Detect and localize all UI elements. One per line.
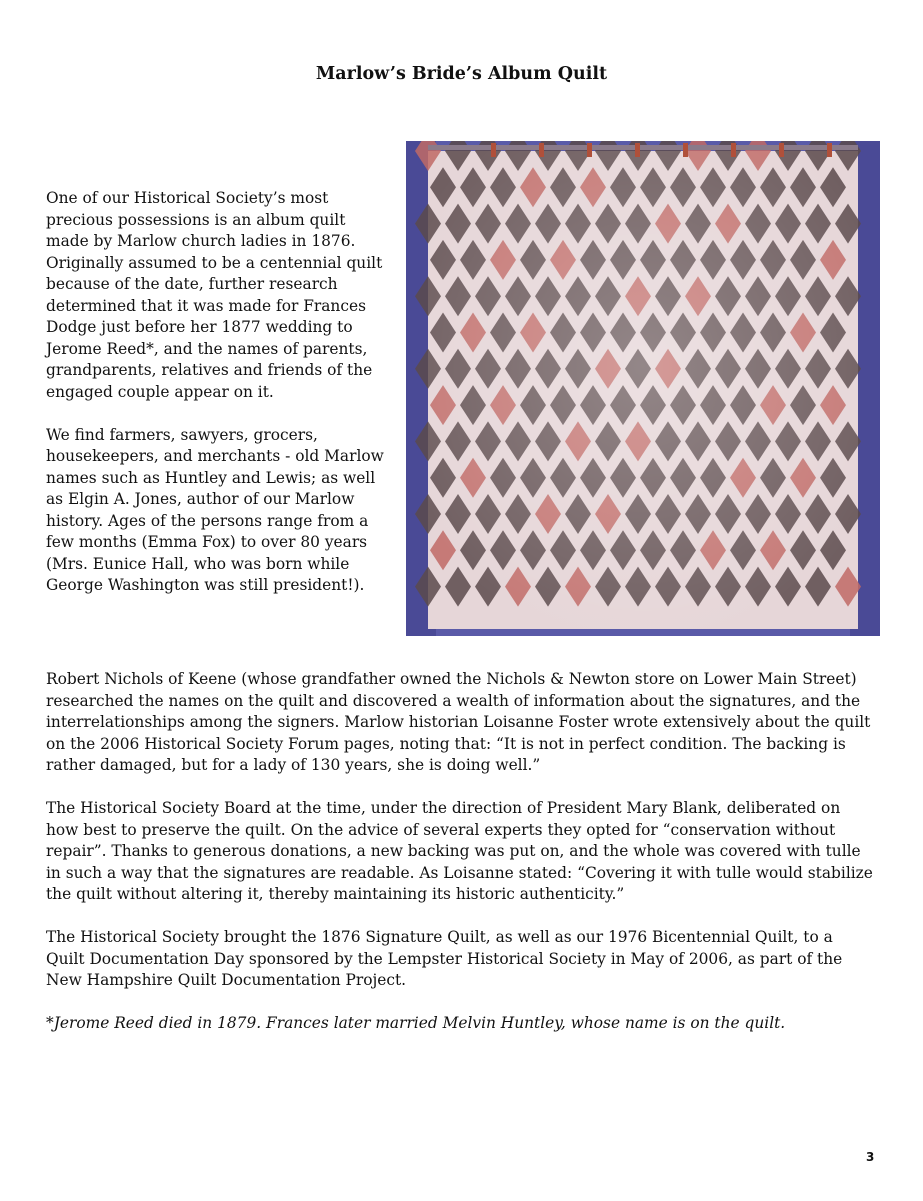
quilt-photo (406, 141, 880, 636)
body-text (46, 669, 876, 1056)
intro-paragraph: We find farmers, sawyers, grocers, housekeepers, and merchants - old Marlow names such as Huntley and Lewis; as well as Elgin A. Jones, author of our Marlow history. Ages of the persons range from a few months (Emma Fox) to over 80 years (Mrs. Eunice Hall, who was born while George Washington was still president!). (46, 425, 384, 594)
body-paragraph: Robert Nichols of Keene (whose grandfather owned the Nichols & Newton store on Lower Main Street) researched the names on the quilt and discovered a wealth of information about the signatures, and the interrelationships among the signers. Marlow historian Loisanne Foster wrote extensively about the quilt on the 2006 Historical Society Forum pages, noting that: “It is not in perfect condition. The backing is rather damaged, but for a lady of 130 years, she is doing well.” (46, 670, 871, 774)
quilt-illustration (406, 141, 880, 636)
body-paragraph: The Historical Society brought the 1876 Signature Quilt, as well as our 1976 Bicentennial Quilt, to a Quilt Documentation Day sponsored by the Lempster Historical Society in May of 2006, as part of the New Hampshire Quilt Documentation Project. (46, 928, 843, 989)
page-title: Marlow’s Bride’s Album Quilt (315, 64, 608, 84)
intro-paragraph: One of our Historical Society’s most precious possessions is an album quilt made by Marlow church ladies in 1876. Originally assumed to be a centennial quilt because of the date, further research determined that it was made for Frances Dodge just before her 1877 wedding to Jerome Reed*, and the names of parents, grandparents, relatives and friends of the engaged couple appear on it. (46, 189, 383, 401)
footnote: *Jerome Reed died in 1879. Frances later married Melvin Huntley, whose name is on the quilt. (46, 1014, 786, 1032)
page-number: 3 (866, 1150, 875, 1164)
intro-text (46, 188, 391, 618)
body-paragraph: The Historical Society Board at the time, under the direction of President Mary Blank, deliberated on how best to preserve the quilt. On the advice of several experts they opted for “conservation without repair”. Thanks to generous donations, a new backing was put on, and the whole was covered with tulle in such a way that the signatures are readable. As Loisanne stated: “Covering it with tulle would stabilize the quilt without altering it, thereby maintaining its historic authenticity.” (46, 799, 873, 903)
